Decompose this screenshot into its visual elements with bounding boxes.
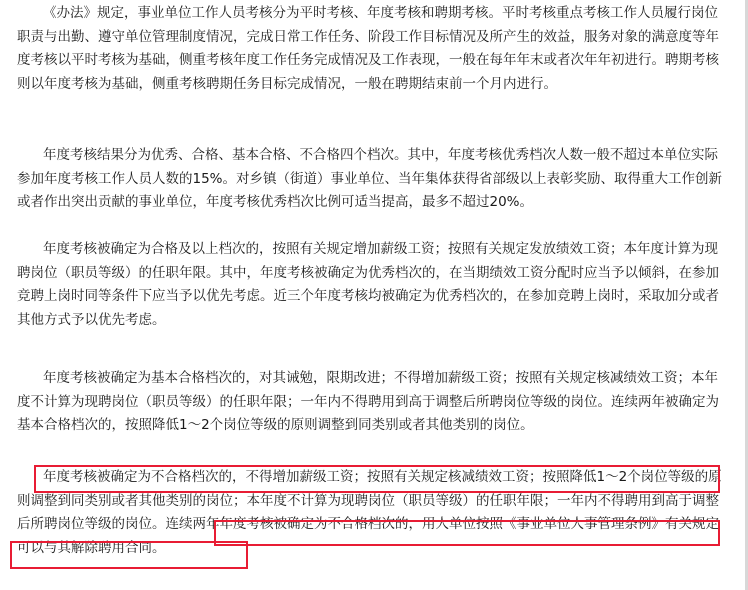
paragraph-result-levels: 年度考核结果分为优秀、合格、基本合格、不合格四个档次。其中，年度考核优秀档次人数一般不超过本单位实际参加年度考核工作人员人数的15%。对乡镇（街道）事业单位、当年集体获得省部级以上表彰奖励、取得重大工作创新或者作出突出贡献的事业单位，年度考核优秀档次比例可适当提高，最多不超过20%。 bbox=[17, 147, 723, 211]
paragraph-unqualified-outcome: 年度考核被确定为不合格档次的，不得增加薪级工资；按照有关规定核减绩效工资；按照降低1～2个岗位等级的原则调整到同类别或者其他类别的岗位；本年度不计算为现聘岗位（职员等级）的任职年限；一年内不得聘用到高于调整后所聘岗位等级的岗位。连续两年年度考核被确定为不合格档次的，用人单位按照《事业单位人事管理条例》有关规定可以与其解除聘用合同。 bbox=[17, 469, 722, 556]
paragraph-basic-qualified-outcome: 年度考核被确定为基本合格档次的，对其诫勉，限期改进；不得增加薪级工资；按照有关规定核减绩效工资；本年度不计算为现聘岗位（职员等级）的任职年限；一年内不得聘用到高于调整后所聘岗位等级的岗位。连续两年被确定为基本合格档次的，按照降低1～2个岗位等级的原则调整到同类别或者其他类别的岗位。 bbox=[17, 370, 719, 434]
paragraph-assessment-types: 《办法》规定，事业单位工作人员考核分为平时考核、年度考核和聘期考核。平时考核重点考核工作人员履行岗位职责与出勤、遵守单位管理制度情况，完成日常工作任务、阶段工作目标情况及所产生的效益，服务对象的满意度等年度考核以平时考核为基础，侧重考核年度工作任务完成情况及工作表现，一般在每年年末或者次年年初进行。聘期考核则以年度考核为基础，侧重考核聘期任务目标完成情况，一般在聘期结束前一个月内进行。 bbox=[17, 5, 719, 92]
paragraph-qualified-outcome: 年度考核被确定为合格及以上档次的，按照有关规定增加薪级工资；按照有关规定发放绩效工资；本年度计算为现聘岗位（职员等级）的任职年限。其中，年度考核被确定为优秀档次的，在当期绩效工资分配时应当予以倾斜，在参加竞聘上岗时同等条件下应当予以优先考虑。近三个年度考核均被确定为优秀档次的，在参加竞聘上岗时，采取加分或者其他方式予以优先考虑。 bbox=[17, 241, 719, 328]
